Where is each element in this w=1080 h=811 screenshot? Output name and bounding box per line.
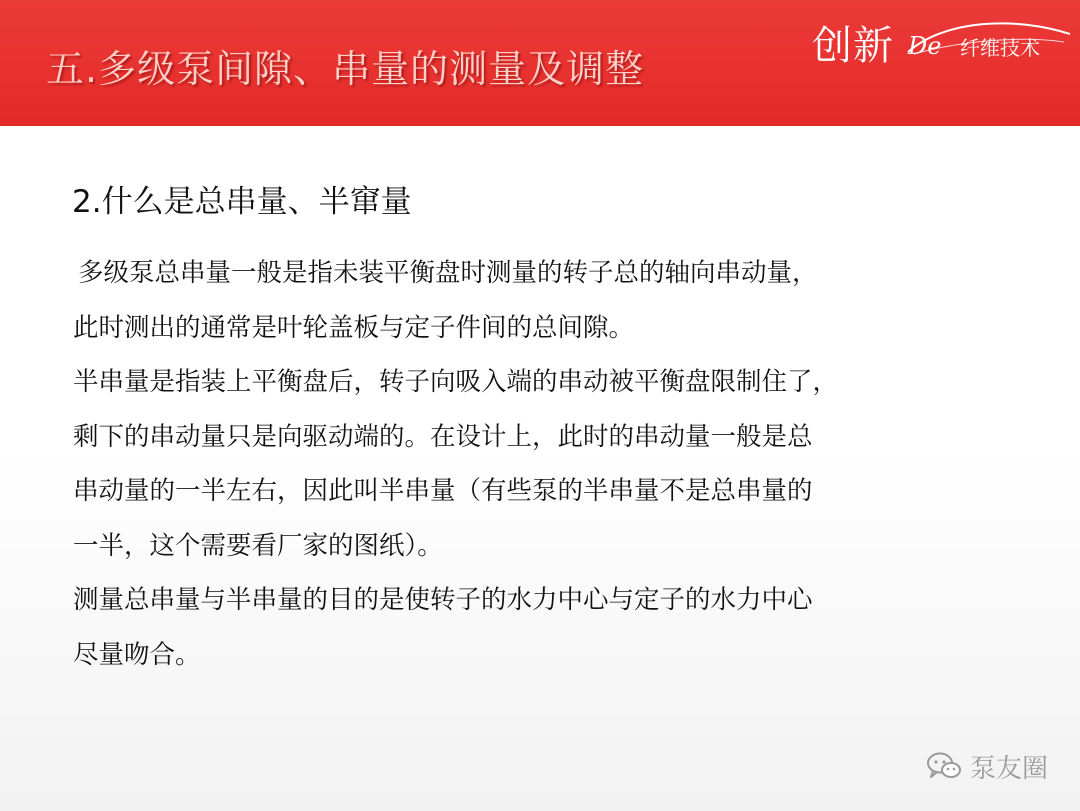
brand-sub-text: 纤维技术 [960,36,1040,60]
watermark-label: 泵友圈 [970,753,1049,784]
body-text [73,246,1003,682]
header-bar [0,0,1080,126]
page-title: 五.多级泵间隙、串量的测量及调整 [46,47,645,91]
brand-main-text: 创新 [812,23,894,69]
body-line: 一半，这个需要看厂家的图纸）。 [73,530,443,561]
watermark [926,749,1048,783]
brand-script-text: De [908,32,942,60]
wechat-icon [926,751,962,781]
body-line: 尽量吻合。 [73,639,201,670]
section-heading: 2.什么是总串量、半窜量 [72,184,412,220]
body-line: 串动量的一半左右，因此叫半串量（有些泵的半串量不是总串量的 [73,476,813,506]
brand-logo [812,10,1074,70]
body-line: 半串量是指装上平衡盘后，转子向吸入端的串动被平衡盘限制住了， [73,367,839,397]
body-line: 剩下的串动量只是向驱动端的。在设计上，此时的串动量一般是总 [73,421,813,452]
body-line: 测量总串量与半串量的目的是使转子的水力中心与定子的水力中心 [73,585,813,615]
body-line: 此时测出的通常是叶轮盖板与定子件间的总间隙。 [73,312,635,343]
body-line: 多级泵总串量一般是指未装平衡盘时测量的转子总的轴向串动量， [78,258,818,288]
